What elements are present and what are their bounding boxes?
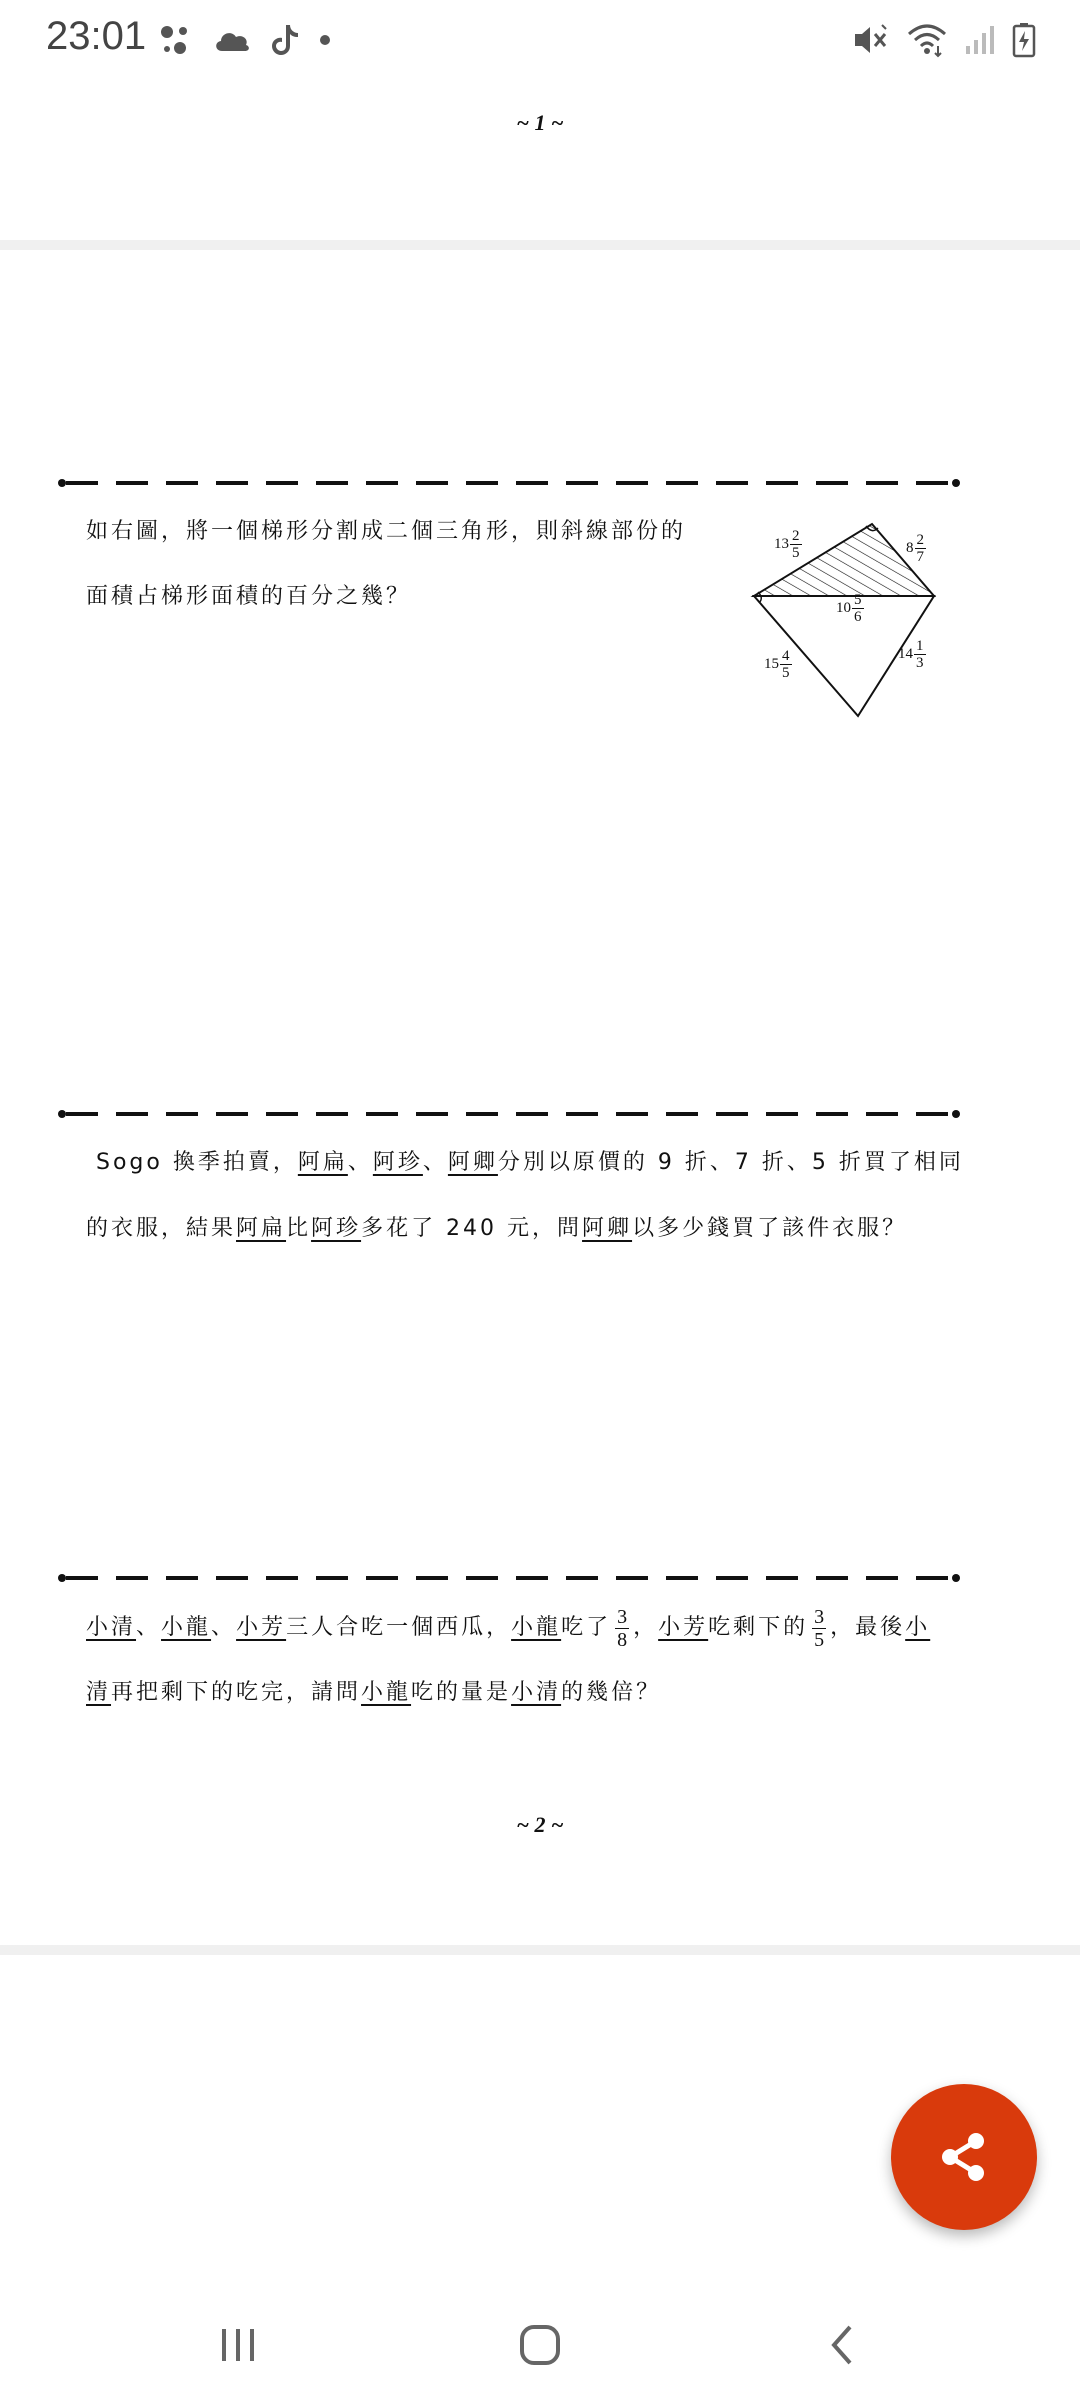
- figure-label-top-left: [774, 528, 803, 561]
- question-1-line-1: 如右圖，將一個梯形分割成二個三角形，則斜線部份的: [86, 519, 687, 544]
- label-num: 1: [916, 638, 924, 654]
- name-underlined: 小芳: [236, 1615, 287, 1640]
- label-whole: 14: [898, 646, 913, 662]
- text-segment: 比: [286, 1216, 312, 1241]
- pdf-page-1: [0, 80, 1080, 240]
- name-underlined: 阿珍: [372, 1150, 423, 1175]
- fraction-three-fifths: [812, 1606, 826, 1651]
- battery-charging-icon: [1012, 22, 1036, 58]
- page-separator: [0, 240, 1080, 250]
- back-button[interactable]: [802, 2310, 882, 2380]
- name-underlined: 小: [905, 1615, 931, 1640]
- text-segment: ，最後: [830, 1615, 906, 1640]
- label-num: 4: [782, 648, 790, 664]
- figure-label-top-right: [906, 532, 927, 565]
- name-underlined: 阿珍: [311, 1216, 362, 1241]
- status-right-icons: [852, 20, 1036, 60]
- name-underlined: 阿卿: [582, 1216, 633, 1241]
- text-segment: 吃了: [561, 1615, 612, 1640]
- text-segment: 再把剩下的吃完，請問: [111, 1680, 362, 1705]
- text-segment: 分別以原價的 9 折、7 折、5 折買了相同: [497, 1150, 964, 1175]
- question-2-line-2: [86, 1212, 907, 1246]
- name-underlined: 小清: [511, 1680, 562, 1705]
- dashed-divider: [56, 477, 962, 489]
- text-segment: 的幾倍？: [561, 1680, 662, 1705]
- question-3-line-2: [86, 1676, 661, 1710]
- tiktok-icon: [270, 23, 300, 57]
- share-button[interactable]: [891, 2084, 1037, 2230]
- text-segment: 吃的量是: [411, 1680, 512, 1705]
- wifi-icon: [906, 22, 948, 58]
- recent-apps-icon: [216, 2323, 260, 2367]
- text-segment: 、: [136, 1615, 162, 1640]
- label-num: 2: [792, 528, 800, 544]
- label-num: 2: [916, 532, 924, 548]
- text-segment: 三人合吃一個西瓜，: [286, 1615, 512, 1640]
- label-den: 3: [916, 655, 924, 671]
- label-whole: 10: [836, 600, 851, 616]
- trapezoid-figure: [748, 508, 948, 718]
- fraction-denominator: 5: [814, 1628, 825, 1651]
- signal-icon: [964, 24, 996, 56]
- cloud-icon: [212, 25, 252, 55]
- dashed-divider: [56, 1108, 962, 1120]
- text-segment: 、: [347, 1150, 373, 1175]
- assistant-dots-icon: [158, 22, 194, 58]
- text-segment: ，: [633, 1615, 659, 1640]
- fraction-numerator: 3: [814, 1605, 825, 1628]
- name-underlined: 阿扁: [236, 1216, 287, 1241]
- figure-label-middle: [836, 592, 865, 625]
- label-den: 6: [854, 609, 862, 625]
- label-whole: 13: [774, 536, 789, 552]
- label-whole: 15: [764, 656, 779, 672]
- label-whole: 8: [906, 540, 914, 556]
- text-segment: 、: [422, 1150, 448, 1175]
- pdf-page-2[interactable]: [0, 250, 1080, 1945]
- fraction-numerator: 3: [617, 1605, 628, 1628]
- text-segment: 吃剩下的: [708, 1615, 809, 1640]
- fraction-three-eighths: [615, 1606, 629, 1651]
- name-underlined: 小龍: [161, 1615, 212, 1640]
- recent-apps-button[interactable]: [198, 2310, 278, 2380]
- label-den: 5: [792, 545, 800, 561]
- text-segment: 的衣服，結果: [86, 1216, 237, 1241]
- fraction-denominator: 8: [617, 1628, 628, 1651]
- name-underlined: 小龍: [361, 1680, 412, 1705]
- figure-label-bottom-left: [764, 648, 793, 681]
- text-segment: 以多少錢買了該件衣服？: [632, 1216, 908, 1241]
- name-underlined: 小芳: [658, 1615, 709, 1640]
- text-segment: 多花了 240 元，問: [361, 1216, 583, 1241]
- notification-dot-icon: [318, 33, 332, 47]
- home-icon: [516, 2321, 564, 2369]
- label-den: 7: [916, 549, 924, 565]
- home-button[interactable]: [500, 2310, 580, 2380]
- share-icon: [936, 2129, 992, 2185]
- name-underlined: 阿扁: [297, 1150, 348, 1175]
- name-underlined: 阿卿: [447, 1150, 498, 1175]
- back-icon: [822, 2321, 862, 2369]
- page-number: ~ 2 ~: [516, 1812, 564, 1837]
- page-separator: [0, 1945, 1080, 1955]
- question-2-line-1: [96, 1146, 964, 1180]
- label-den: 5: [782, 665, 790, 681]
- mute-icon: [852, 22, 890, 58]
- page-number: ~ 1 ~: [516, 110, 564, 135]
- question-1-line-2: 面積占梯形面積的百分之幾？: [86, 584, 412, 609]
- label-num: 5: [854, 592, 862, 608]
- status-bar: [0, 0, 1080, 80]
- name-underlined: 小龍: [511, 1615, 562, 1640]
- status-time: 23:01: [46, 14, 147, 58]
- navigation-bar: [0, 2290, 1080, 2400]
- text-segment: 、: [211, 1615, 237, 1640]
- text-segment: Sogo 換季拍賣，: [96, 1150, 298, 1175]
- name-underlined: 清: [86, 1680, 112, 1705]
- name-underlined: 小清: [86, 1615, 137, 1640]
- status-left-icons: [158, 20, 332, 60]
- figure-label-bottom-right: [898, 638, 927, 671]
- question-3-line-1: [86, 1596, 930, 1660]
- dashed-divider: [56, 1572, 962, 1584]
